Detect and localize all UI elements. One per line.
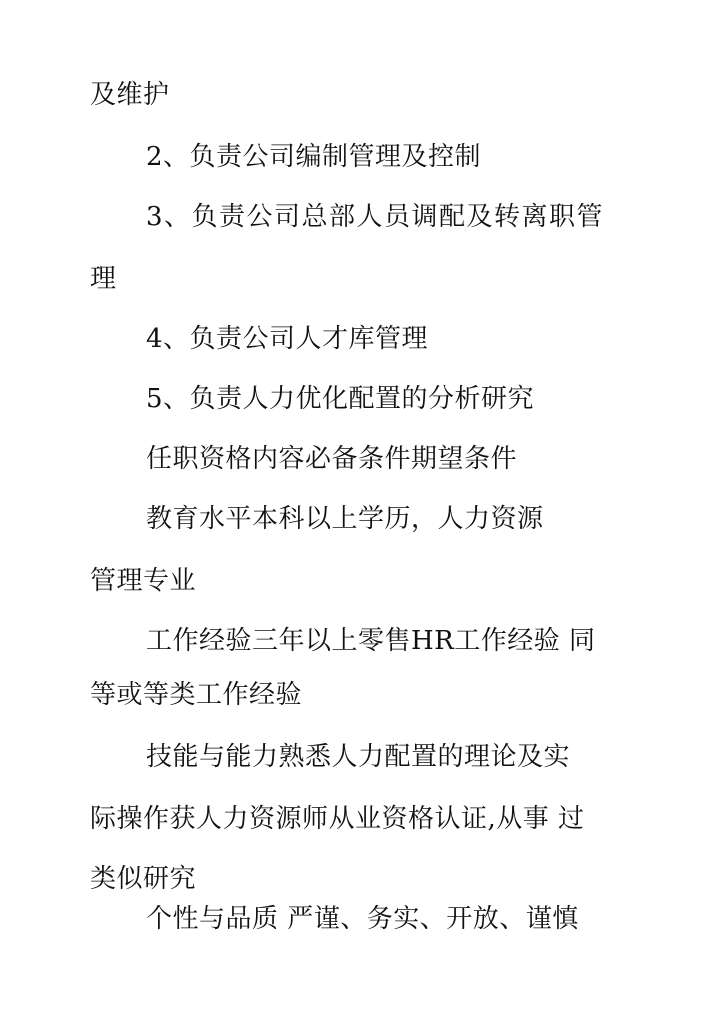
text-line-experience: 工作经验三年以上零售HR工作经验 同 — [146, 626, 596, 656]
text-line-continuation-maintenance: 及维护 — [90, 80, 170, 110]
text-line-item-2: 2、负责公司编制管理及控制 — [146, 142, 482, 172]
text-line-experience-continuation: 等或等类工作经验 — [90, 680, 303, 710]
text-line-qualification-header: 任职资格内容必备条件期望条件 — [146, 444, 518, 474]
text-line-item-4: 4、负责公司人才库管理 — [146, 324, 429, 354]
text-line-education: 教育水平本科以上学历，人力资源 — [146, 504, 544, 534]
text-line-skills-continuation-1: 际操作获人力资源师从业资格认证,从事 过 — [90, 804, 585, 834]
text-line-item-5: 5、负责人力优化配置的分析研究 — [146, 384, 535, 414]
text-line-education-continuation: 管理专业 — [90, 566, 197, 596]
text-line-item-3: 3、负责公司总部人员调配及转离职管 — [146, 202, 605, 232]
text-line-personality: 个性与品质 严谨、务实、开放、谨慎 — [146, 904, 579, 934]
text-line-skills: 技能与能力熟悉人力配置的理论及实 — [146, 742, 571, 772]
text-line-item-3-continuation: 理 — [90, 264, 117, 294]
text-line-skills-continuation-2: 类似研究 — [90, 864, 197, 894]
